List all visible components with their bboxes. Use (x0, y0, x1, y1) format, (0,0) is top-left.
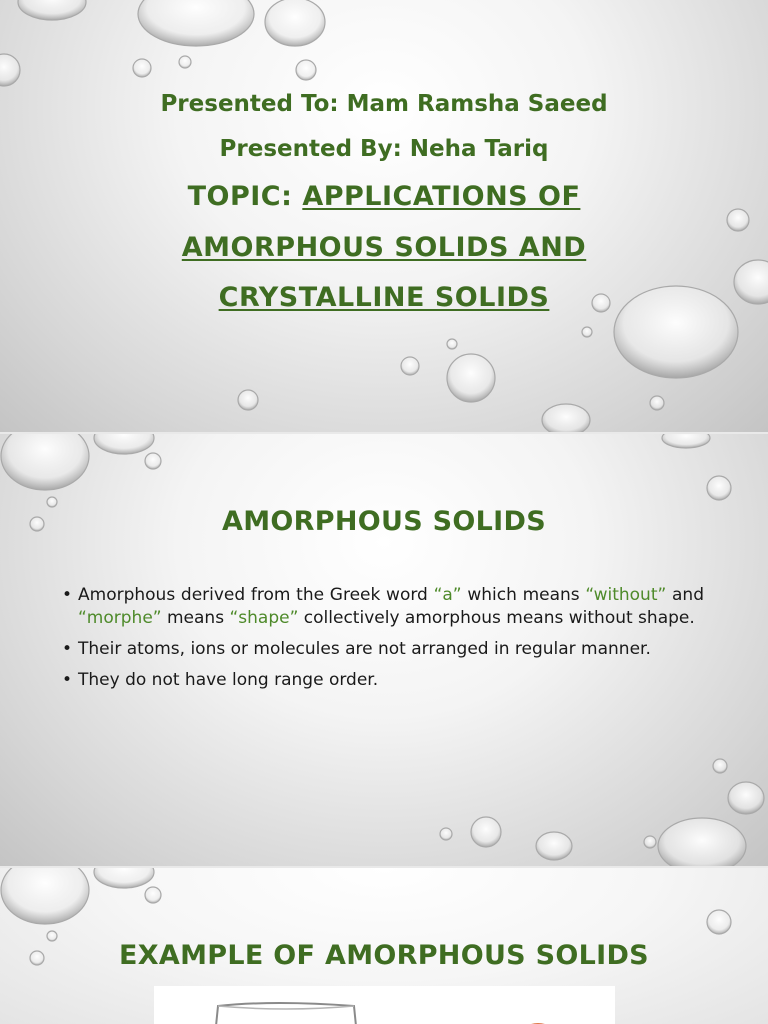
bullet-list (62, 584, 704, 700)
slide-title: AMORPHOUS SOLIDS (222, 506, 546, 537)
glass-photo (154, 986, 615, 1024)
glass-illustration (154, 986, 615, 1024)
presented-by: Presented By: Neha Tariq (219, 136, 549, 162)
topic-line-2: AMORPHOUS SOLIDS AND (181, 232, 587, 263)
bullet-icon: • (62, 670, 73, 690)
highlight-term: “shape” (229, 608, 299, 628)
highlight-term: “a” (433, 585, 462, 605)
highlight-term: “morphe” (78, 608, 162, 628)
slide-title (0, 0, 768, 432)
bullet-item: • Their atoms, ions or molecules are not arranged in regular manner. (62, 639, 651, 659)
slide-example-amorphous (0, 868, 768, 1024)
topic-line-3: CRYSTALLINE SOLIDS (218, 282, 550, 313)
topic-line-1 (0, 181, 768, 212)
topic-title-part-1: APPLICATIONS OF (302, 181, 581, 212)
highlight-term: “without” (585, 585, 667, 605)
slide-amorphous-solids (0, 434, 768, 866)
topic-prefix: TOPIC: (187, 181, 303, 212)
bullet-icon: • (62, 585, 73, 605)
water-drops-decoration (0, 0, 768, 432)
bullet-item: • They do not have long range order. (62, 670, 379, 690)
slide-title: EXAMPLE OF AMORPHOUS SOLIDS (119, 940, 649, 971)
bullet-icon: • (62, 639, 73, 659)
bullet-item: • Amorphous derived from the Greek word “a” which means “without” and “morphe” means “shape” collectively amorphous means without shape. (62, 585, 704, 628)
presented-to: Presented To: Mam Ramsha Saeed (160, 91, 608, 117)
